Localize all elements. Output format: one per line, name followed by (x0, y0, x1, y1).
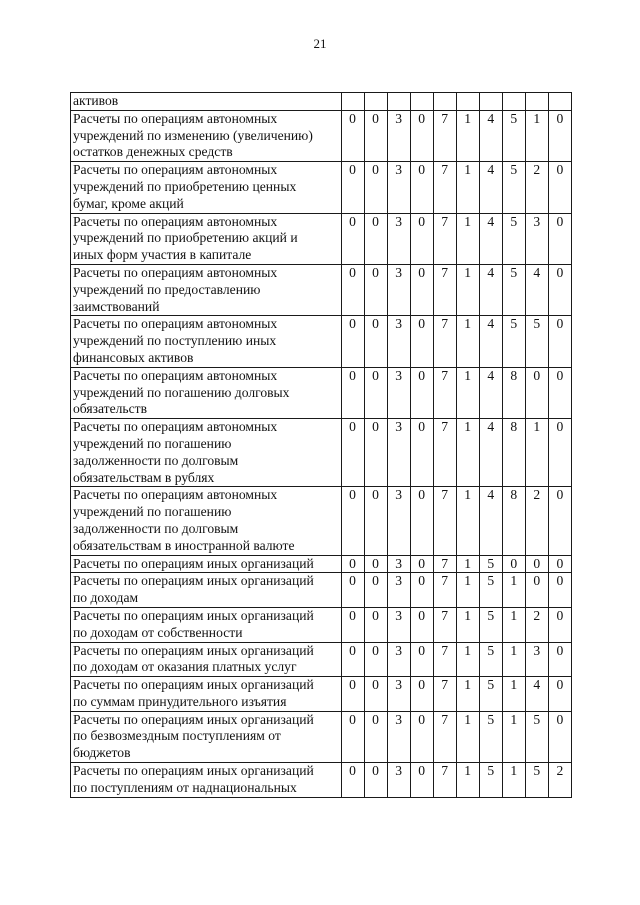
code-digit-cell: 7 (433, 213, 456, 264)
code-digit-cell: 5 (502, 162, 525, 213)
code-digit-cell: 3 (387, 110, 410, 161)
code-digit-cell: 0 (548, 642, 571, 677)
code-digit-cell: 0 (364, 316, 387, 367)
code-digit-cell: 0 (364, 642, 387, 677)
code-digit-cell: 0 (548, 264, 571, 315)
code-digit-cell: 4 (525, 677, 548, 712)
code-digit-cell: 7 (433, 555, 456, 573)
code-digit-cell: 1 (456, 573, 479, 608)
account-name-cell: Расчеты по операциям иных организаций по суммам принудительного изъятия (71, 677, 342, 712)
code-digit-cell: 0 (364, 555, 387, 573)
code-digit-cell: 0 (364, 367, 387, 418)
code-digit-cell: 0 (410, 607, 433, 642)
code-digit-cell: 7 (433, 573, 456, 608)
code-digit-cell: 5 (525, 316, 548, 367)
account-name-cell: Расчеты по операциям иных организаций по доходам от оказания платных услуг (71, 642, 342, 677)
code-digit-cell: 1 (502, 677, 525, 712)
code-digit-cell: 4 (479, 162, 502, 213)
code-digit-cell: 3 (387, 419, 410, 487)
code-digit-cell: 0 (410, 419, 433, 487)
code-digit-cell: 5 (479, 763, 502, 798)
code-digit-cell: 0 (341, 487, 364, 555)
table-row (71, 763, 572, 798)
code-digit-cell: 0 (364, 264, 387, 315)
account-name-cell: Расчеты по операциям иных организаций по безвозмездным поступлениям от бюджетов (71, 711, 342, 762)
code-digit-cell: 1 (502, 711, 525, 762)
table-row (71, 93, 572, 111)
table-row (71, 316, 572, 367)
code-digit-cell: 0 (548, 110, 571, 161)
code-digit-cell: 7 (433, 642, 456, 677)
code-digit-cell: 0 (410, 213, 433, 264)
code-digit-cell: 4 (479, 487, 502, 555)
account-name-cell: Расчеты по операциям автономных учреждений по погашению долговых обязательств (71, 367, 342, 418)
code-digit-cell: 1 (456, 316, 479, 367)
code-digit-cell (456, 93, 479, 111)
code-digit-cell: 5 (502, 110, 525, 161)
code-digit-cell: 5 (479, 711, 502, 762)
code-digit-cell: 0 (410, 110, 433, 161)
code-digit-cell: 7 (433, 487, 456, 555)
code-digit-cell: 3 (387, 763, 410, 798)
table-row (71, 162, 572, 213)
code-digit-cell: 5 (525, 711, 548, 762)
code-digit-cell: 0 (410, 763, 433, 798)
code-digit-cell: 3 (387, 316, 410, 367)
code-digit-cell (387, 93, 410, 111)
account-name-cell: Расчеты по операциям иных организаций по доходам (71, 573, 342, 608)
code-digit-cell: 5 (525, 763, 548, 798)
code-digit-cell: 1 (456, 162, 479, 213)
code-digit-cell: 1 (456, 642, 479, 677)
code-digit-cell: 0 (410, 264, 433, 315)
code-digit-cell: 1 (502, 607, 525, 642)
code-digit-cell: 0 (548, 419, 571, 487)
code-digit-cell: 3 (387, 607, 410, 642)
code-digit-cell: 1 (502, 573, 525, 608)
code-digit-cell: 5 (479, 573, 502, 608)
code-digit-cell: 2 (525, 162, 548, 213)
code-digit-cell: 3 (387, 487, 410, 555)
code-digit-cell: 4 (479, 316, 502, 367)
code-digit-cell: 0 (410, 677, 433, 712)
code-digit-cell: 3 (387, 711, 410, 762)
table-row (71, 711, 572, 762)
table-body (71, 93, 572, 798)
table-row (71, 607, 572, 642)
code-digit-cell: 0 (364, 487, 387, 555)
code-digit-cell: 5 (479, 607, 502, 642)
table-row (71, 677, 572, 712)
code-digit-cell: 3 (387, 573, 410, 608)
code-digit-cell: 1 (456, 677, 479, 712)
table-row (71, 110, 572, 161)
table-row (71, 264, 572, 315)
code-digit-cell: 0 (341, 110, 364, 161)
code-digit-cell: 1 (456, 213, 479, 264)
account-name-cell: Расчеты по операциям автономных учреждений по погашению задолженности по долговым обязательствам в рублях (71, 419, 342, 487)
code-digit-cell: 4 (525, 264, 548, 315)
code-digit-cell: 0 (410, 162, 433, 213)
code-digit-cell: 1 (456, 419, 479, 487)
code-digit-cell: 0 (502, 555, 525, 573)
code-digit-cell (502, 93, 525, 111)
account-name-cell: Расчеты по операциям автономных учреждений по приобретению ценных бумаг, кроме акций (71, 162, 342, 213)
code-digit-cell: 0 (548, 677, 571, 712)
account-name-cell: Расчеты по операциям иных организаций по поступлениям от наднациональных (71, 763, 342, 798)
code-digit-cell: 1 (456, 763, 479, 798)
code-digit-cell: 1 (525, 419, 548, 487)
code-digit-cell: 3 (387, 162, 410, 213)
code-digit-cell (525, 93, 548, 111)
code-digit-cell (548, 93, 571, 111)
code-digit-cell (341, 93, 364, 111)
code-digit-cell: 0 (364, 110, 387, 161)
code-digit-cell: 3 (525, 213, 548, 264)
code-digit-cell: 0 (341, 162, 364, 213)
code-digit-cell: 0 (548, 162, 571, 213)
code-digit-cell: 0 (364, 213, 387, 264)
code-digit-cell: 0 (548, 573, 571, 608)
code-digit-cell: 0 (410, 367, 433, 418)
code-digit-cell: 8 (502, 487, 525, 555)
code-digit-cell: 1 (502, 642, 525, 677)
code-digit-cell: 0 (410, 487, 433, 555)
code-digit-cell: 4 (479, 110, 502, 161)
code-digit-cell: 0 (548, 711, 571, 762)
code-digit-cell: 0 (410, 642, 433, 677)
code-digit-cell: 7 (433, 711, 456, 762)
code-digit-cell: 5 (479, 642, 502, 677)
code-digit-cell: 0 (364, 607, 387, 642)
code-digit-cell: 2 (548, 763, 571, 798)
code-digit-cell: 0 (410, 316, 433, 367)
code-digit-cell: 1 (456, 607, 479, 642)
code-digit-cell: 7 (433, 677, 456, 712)
code-digit-cell: 0 (341, 677, 364, 712)
table-row (71, 555, 572, 573)
code-digit-cell: 1 (456, 711, 479, 762)
code-digit-cell: 0 (364, 162, 387, 213)
code-digit-cell: 1 (456, 110, 479, 161)
code-digit-cell: 0 (548, 607, 571, 642)
account-codes-table (70, 92, 572, 798)
table-row (71, 487, 572, 555)
code-digit-cell (479, 93, 502, 111)
code-digit-cell (364, 93, 387, 111)
code-digit-cell: 0 (548, 316, 571, 367)
code-digit-cell: 7 (433, 607, 456, 642)
code-digit-cell: 4 (479, 367, 502, 418)
code-digit-cell: 3 (387, 555, 410, 573)
code-digit-cell: 0 (364, 573, 387, 608)
code-digit-cell: 3 (387, 264, 410, 315)
table-row (71, 213, 572, 264)
code-digit-cell: 4 (479, 264, 502, 315)
table-row (71, 573, 572, 608)
code-digit-cell: 7 (433, 419, 456, 487)
code-digit-cell: 5 (502, 213, 525, 264)
code-digit-cell: 0 (525, 367, 548, 418)
code-digit-cell: 0 (410, 555, 433, 573)
code-digit-cell: 5 (479, 677, 502, 712)
code-digit-cell: 1 (525, 110, 548, 161)
table-row (71, 367, 572, 418)
code-digit-cell: 5 (502, 264, 525, 315)
code-digit-cell: 8 (502, 419, 525, 487)
code-digit-cell: 7 (433, 162, 456, 213)
code-digit-cell: 0 (341, 573, 364, 608)
account-name-cell: Расчеты по операциям автономных учреждений по приобретению акций и иных форм участия в капитале (71, 213, 342, 264)
code-digit-cell: 4 (479, 419, 502, 487)
code-digit-cell: 3 (525, 642, 548, 677)
code-digit-cell: 2 (525, 487, 548, 555)
code-digit-cell: 3 (387, 367, 410, 418)
code-digit-cell (410, 93, 433, 111)
code-digit-cell: 0 (525, 573, 548, 608)
code-digit-cell: 1 (456, 555, 479, 573)
code-digit-cell: 3 (387, 642, 410, 677)
code-digit-cell: 0 (341, 642, 364, 677)
code-digit-cell: 0 (341, 555, 364, 573)
account-name-cell: активов (71, 93, 342, 111)
page-number: 21 (313, 36, 327, 51)
code-digit-cell: 7 (433, 316, 456, 367)
account-name-cell: Расчеты по операциям автономных учреждений по изменению (увеличению) остатков денежных средств (71, 110, 342, 161)
account-name-cell: Расчеты по операциям автономных учреждений по погашению задолженности по долговым обязательствам в иностранной валюте (71, 487, 342, 555)
code-digit-cell: 0 (548, 487, 571, 555)
code-digit-cell: 4 (479, 213, 502, 264)
code-digit-cell: 0 (525, 555, 548, 573)
account-name-cell: Расчеты по операциям автономных учреждений по поступлению иных финансовых активов (71, 316, 342, 367)
table-row (71, 642, 572, 677)
account-name-cell: Расчеты по операциям иных организаций (71, 555, 342, 573)
code-digit-cell: 7 (433, 264, 456, 315)
code-digit-cell (433, 93, 456, 111)
table-row (71, 419, 572, 487)
code-digit-cell: 1 (502, 763, 525, 798)
code-digit-cell: 0 (364, 763, 387, 798)
code-digit-cell: 0 (364, 677, 387, 712)
code-digit-cell: 0 (548, 367, 571, 418)
code-digit-cell: 0 (341, 607, 364, 642)
code-digit-cell: 0 (341, 763, 364, 798)
code-digit-cell: 0 (548, 213, 571, 264)
code-digit-cell: 0 (341, 367, 364, 418)
code-digit-cell: 0 (341, 316, 364, 367)
code-digit-cell: 2 (525, 607, 548, 642)
code-digit-cell: 3 (387, 677, 410, 712)
account-name-cell: Расчеты по операциям автономных учреждений по предоставлению заимствований (71, 264, 342, 315)
code-digit-cell: 0 (341, 213, 364, 264)
code-digit-cell: 1 (456, 264, 479, 315)
code-digit-cell: 0 (341, 264, 364, 315)
code-digit-cell: 1 (456, 487, 479, 555)
code-digit-cell: 1 (456, 367, 479, 418)
code-digit-cell: 0 (364, 711, 387, 762)
code-digit-cell: 3 (387, 213, 410, 264)
account-name-cell: Расчеты по операциям иных организаций по доходам от собственности (71, 607, 342, 642)
code-digit-cell: 7 (433, 110, 456, 161)
code-digit-cell: 8 (502, 367, 525, 418)
code-digit-cell: 0 (341, 711, 364, 762)
code-digit-cell: 0 (364, 419, 387, 487)
code-digit-cell: 0 (341, 419, 364, 487)
code-digit-cell: 0 (410, 711, 433, 762)
code-digit-cell: 5 (479, 555, 502, 573)
code-digit-cell: 0 (548, 555, 571, 573)
code-digit-cell: 7 (433, 367, 456, 418)
code-digit-cell: 7 (433, 763, 456, 798)
code-digit-cell: 0 (410, 573, 433, 608)
code-digit-cell: 5 (502, 316, 525, 367)
